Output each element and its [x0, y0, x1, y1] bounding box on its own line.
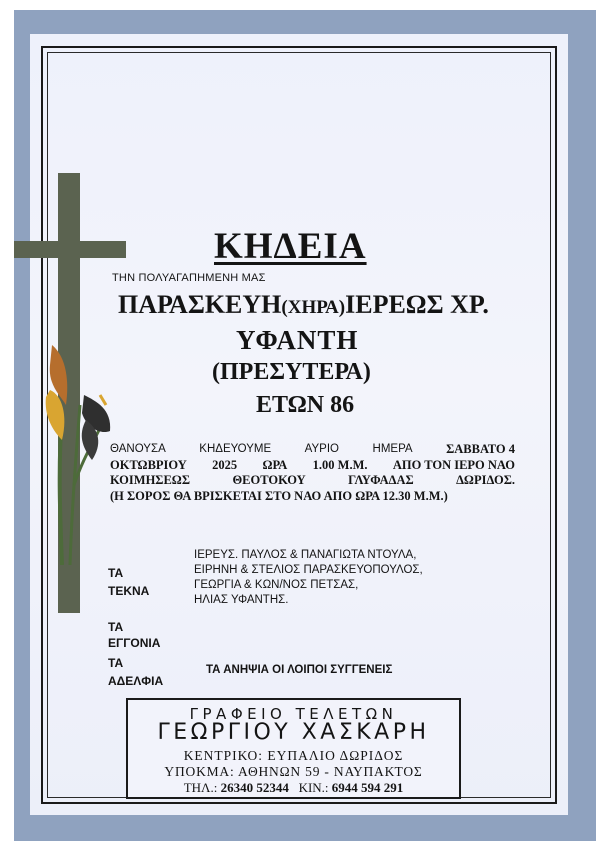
deceased-title: (ΠΡΕΣΥΤΕΡΑ) — [212, 359, 371, 385]
funeral-home-main-office: ΚΕΝΤΡΙΚΟ: ΕΥΠΑΛΙΟ ΔΩΡΙΔΟΣ — [183, 748, 404, 763]
deceased-age: ΕΤΩΝ 86 — [256, 392, 355, 418]
siblings-label: ΤΑ ΑΔΕΛΦΙΑ — [108, 656, 164, 688]
details-line-2: ΟΚΤΩΒΡΙΟΥ 2025 ΩΡΑ 1.00 Μ.Μ. ΑΠΟ ΤΟΝ ΙΕΡΟ ΝΑΟ — [110, 457, 515, 472]
children-label: ΤΑ ΤΕΚΝΑ — [108, 566, 150, 598]
funeral-home-branch: ΥΠΟΚΜΑ: ΑΘΗΝΩΝ 59 - ΝΑΥΠΑΚΤΟΣ — [164, 764, 423, 779]
deceased-surname: ΥΦΑΝΤΗ — [236, 325, 359, 355]
children-list — [194, 548, 423, 608]
funeral-home-phones: ΤΗΛ.: 26340 52344 ΚΙΝ.: 6944 594 291 — [183, 780, 404, 795]
deceased-status: (ΧΗΡΑ) — [281, 297, 346, 318]
phone-number: 26340 52344 — [220, 780, 289, 795]
relatives-text: ΤΑ ΑΝΗΨΙΑ ΟΙ ΛΟΙΠΟΙ ΣΥΓΓΕΝΕΙΣ — [206, 664, 393, 676]
page-title: ΚΗΔΕΙΑ — [214, 226, 367, 267]
funeral-home-label: ΓΡΑΦΕΙΟ ΤΕΛΕΤΩΝ — [189, 705, 398, 723]
list-item: ΓΕΩΡΓΙΑ & ΚΩΝ/ΝΟΣ ΠΕΤΣΑΣ, — [194, 579, 359, 591]
deceased-spouse: ΙΕΡΕΩΣ ΧΡ. — [345, 290, 489, 319]
details-line-4: (Η ΣΟΡΟΣ ΘΑ ΒΡΙΣΚΕΤΑΙ ΣΤΟ ΝΑΟ ΑΠΟ ΩΡΑ 12.30 Μ.Μ.) — [110, 488, 448, 503]
details-line-3: ΚΟΙΜΗΣΕΩΣ ΘΕΟΤΟΚΟΥ ΓΛΥΦΑΔΑΣ ΔΩΡΙΔΟΣ. — [110, 473, 515, 487]
funeral-home-box — [126, 698, 461, 799]
mobile-number: 6944 594 291 — [331, 780, 404, 795]
cross-icon-bar — [14, 241, 126, 258]
grandchildren-label: ΤΑ ΕΓΓΟΝΙΑ — [108, 620, 161, 650]
deceased-first-name: ΠΑΡΑΣΚΕΥΗ — [118, 290, 282, 319]
calla-lily-icon — [40, 335, 120, 565]
list-item: ΙΕΡΕΥΣ. ΠΑΥΛΟΣ & ΠΑΝΑΓΙΩΤΑ ΝΤΟΥΛΑ, — [194, 549, 417, 561]
funeral-home-name: ΓΕΩΡΓΙΟΥ ΧΑΣΚΑΡΗ — [157, 720, 430, 745]
deceased-name — [118, 290, 489, 320]
intro-text: ΤΗΝ ΠΟΛΥΑΓΑΠΗΜΕΝΗ ΜΑΣ — [112, 272, 266, 284]
list-item: ΗΛΙΑΣ ΥΦΑΝΤΗΣ. — [194, 594, 289, 606]
list-item: ΕΙΡΗΝΗ & ΣΤΕΛΙΟΣ ΠΑΡΑΣΚΕΥΟΠΟΥΛΟΣ, — [194, 564, 423, 576]
details-line-1: ΘΑΝΟΥΣΑ ΚΗΔΕΥΟΥΜΕ ΑΥΡΙΟ ΗΜΕΡΑ ΣΑΒΒΑΤΟ 4 — [110, 442, 515, 456]
funeral-details — [110, 442, 515, 504]
